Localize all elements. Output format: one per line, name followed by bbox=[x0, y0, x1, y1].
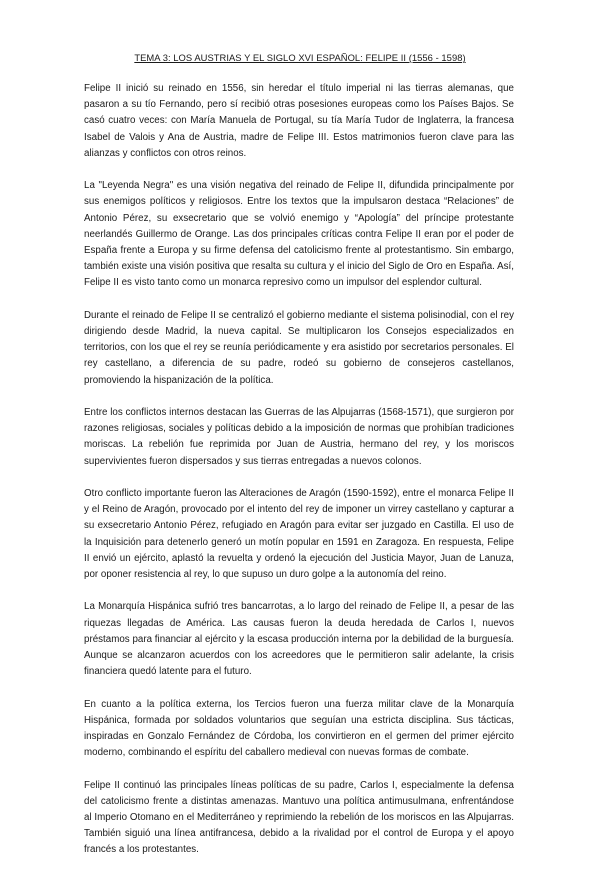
paragraph-tercios: En cuanto a la política externa, los Tercios fueron una fuerza militar clave de la Monarquía Hispánica, formada por soldados voluntarios que seguían una estricta disciplina. Sus tácticas, inspiradas en Gonzalo Fernández de Córdoba, los convirtieron en el germen del primer ejército moderno, combinando el espíritu del caballero medieval con nuevas formas de combate. bbox=[84, 698, 514, 759]
paragraph-foreign-policy: Felipe II continuó las principales líneas políticas de su padre, Carlos I, especialmente la defensa del catolicismo frente a distintas amenazas. Mantuvo una política antimusulmana, enfrentándose al Imperio Otomano en el Mediterráneo y reprimiendo la rebelión de los moriscos en las Alpujarras. También siguió una línea antifrancesa, debido a la rivalidad por el control de Europa y el apoyo francés a los protestantes. bbox=[84, 779, 514, 856]
paragraph-polisinodial-system: Durante el reinado de Felipe II se centralizó el gobierno mediante el sistema polisinodial, con el rey dirigiendo desde Madrid, la nueva capital. Se multiplicaron los Consejos especializados en territorios, con los que el rey se reunía periódicamente y era asistido por secretarios personales. El rey castellano, a diferencia de su padre, rodeó su gobierno de consejeros castellanos, promoviendo la hispanización de la política. bbox=[84, 309, 514, 386]
document-title: TEMA 3: LOS AUSTRIAS Y EL SIGLO XVI ESPAÑOL: FELIPE II (1556 - 1598) bbox=[134, 52, 466, 63]
paragraph-leyenda-negra: La "Leyenda Negra" es una visión negativa del reinado de Felipe II, difundida principalmente por sus enemigos políticos y religiosos. Entre los textos que la impulsaron destaca “Relaciones” de Antonio Pérez, su exsecretario que se volvió enemigo y “Apología” del príncipe protestante neerlandés Guillermo de Orange. Las dos principales críticas contra Felipe II eran por el poder de España frente a Europa y su firme defensa del catolicismo frente al protestantismo. Sin embargo, también existe una visión positiva que resalta su cultura y el inicio del Siglo de Oro en España. Así, Felipe II es visto tanto como un monarca represivo como un impulsor del esplendor cultural. bbox=[84, 180, 514, 289]
paragraph-bancarrotas: La Monarquía Hispánica sufrió tres bancarrotas, a lo largo del reinado de Felipe II, a pesar de las riquezas llegadas de América. Las causas fueron la deuda heredada de Carlos I, nuevos préstamos para financiar al ejército y la escasa producción interna por la debilidad de la burguesía. Aunque se alcanzaron acuerdos con los acreedores que le permitieron salir adelante, la crisis financiera quedó latente para el futuro. bbox=[84, 601, 514, 678]
paragraph-felipe-reign-start: Felipe II inició su reinado en 1556, sin heredar el título imperial ni las tierras alemanas, que pasaron a su tío Fernando, pero sí recibió otras posesiones europeas como los Países Bajos. Se casó cuatro veces: con María Manuela de Portugal, su tía María Tudor de Inglaterra, la francesa Isabel de Valois y Ana de Austria, madre de Felipe III. Estos matrimonios fueron clave para las alianzas y conflictos con otros reinos. bbox=[84, 83, 514, 159]
paragraph-alteraciones-aragon: Otro conflicto importante fueron las Alteraciones de Aragón (1590-1592), entre el monarca Felipe II y el Reino de Aragón, provocado por el intento del rey de imponer un virrey castellano y capturar a su exsecretario Antonio Pérez, refugiado en Aragón para evitar ser juzgado en Castilla. El uso de la Inquisición para detenerlo generó un motín popular en 1591 en Zaragoza. En respuesta, Felipe II envió un ejército, aplastó la revuelta y ordenó la ejecución del Justicia Mayor, Juan de Lanuza, por oponer resistencia al rey, lo que supuso un duro golpe a la autonomía del reino. bbox=[84, 488, 514, 581]
document-body bbox=[84, 81, 514, 875]
paragraph-alpujarras-war: Entre los conflictos internos destacan las Guerras de las Alpujarras (1568-1571), que surgieron por razones religiosas, sociales y políticas debido a la imposición de normas que prohibían tradiciones moriscas. La rebelión fue reprimida por Juan de Austria, hermano del rey, y los moriscos supervivientes fueron dispersados y sus tierras entregadas a nuevos colonos. bbox=[84, 407, 514, 467]
